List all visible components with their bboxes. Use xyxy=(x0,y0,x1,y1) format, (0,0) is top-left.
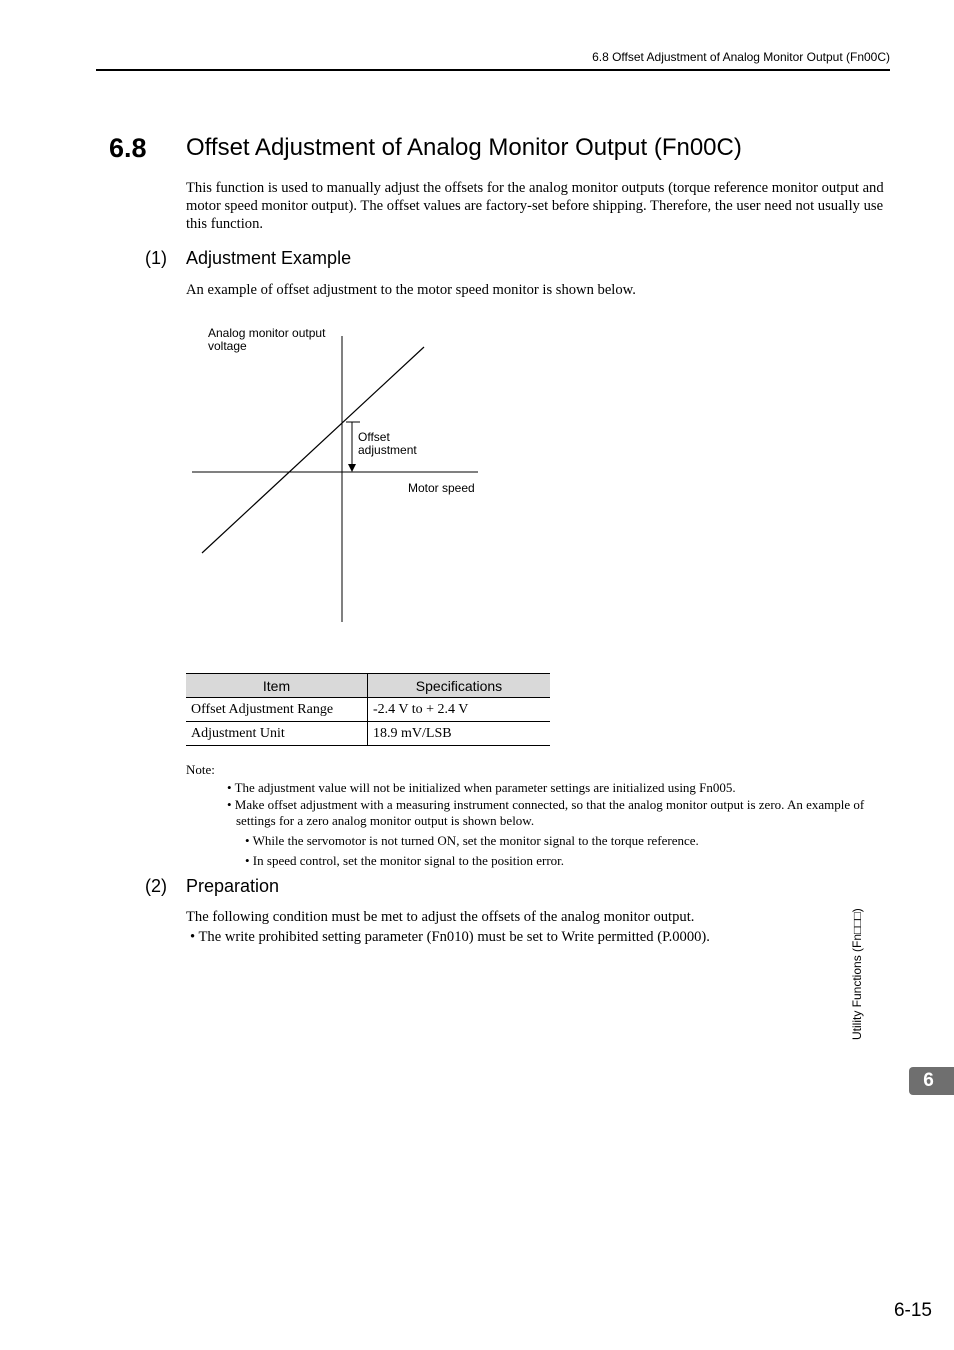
running-header: 6.8 Offset Adjustment of Analog Monitor Output (Fn00C) xyxy=(592,50,890,64)
subsection-1-title: Adjustment Example xyxy=(186,248,352,268)
subsection-2-title: Preparation xyxy=(186,876,280,896)
table-header-specifications: Specifications xyxy=(368,674,551,698)
table-header-row xyxy=(186,674,550,698)
table-cell: Adjustment Unit xyxy=(186,722,368,746)
note-item: • The adjustment value will not be initialized when parameter settings are initialized using Fn005. xyxy=(227,780,736,795)
note-sub-item: • While the servomotor is not turned ON, set the monitor signal to the torque reference. xyxy=(245,833,699,848)
offset-label-line2: adjustment xyxy=(358,443,417,457)
sidebar-chapter-title: Utility Functions (Fn□□□) xyxy=(850,908,864,1040)
subsection-1-text: An example of offset adjustment to the motor speed monitor is shown below. xyxy=(186,282,636,298)
y-axis-label-line2: voltage xyxy=(208,339,247,353)
table-row xyxy=(186,722,550,746)
note-item: • Make offset adjustment with a measuring instrument connected, so that the analog monitor output is zero. An example of settings for a zero analog monitor output is shown below. xyxy=(227,797,865,828)
table-row xyxy=(186,698,550,722)
offset-label xyxy=(358,431,417,457)
subsection-2-text: The following condition must be met to adjust the offsets of the analog monitor output. xyxy=(186,909,695,925)
table-cell: -2.4 V to + 2.4 V xyxy=(368,698,551,722)
table-cell: Offset Adjustment Range xyxy=(186,698,368,722)
spec-table xyxy=(186,673,550,746)
subsection-1-number: (1) xyxy=(145,248,167,268)
table-cell: 18.9 mV/LSB xyxy=(368,722,551,746)
y-axis-label-line1: Analog monitor output xyxy=(208,326,326,340)
note-sub-item: • In speed control, set the monitor signal to the position error. xyxy=(245,853,565,868)
x-axis-label: Motor speed xyxy=(408,481,475,495)
subsection-2-bullet: • The write prohibited setting parameter (Fn010) must be set to Write permitted (P.0000). xyxy=(190,929,710,945)
offset-adjustment-figure xyxy=(180,320,500,630)
chapter-tab: 6 xyxy=(909,1067,954,1095)
offset-arrow-head xyxy=(348,464,356,472)
table-header-item: Item xyxy=(186,674,368,698)
intro-paragraph: This function is used to manually adjust the offsets for the analog monitor outputs (torque reference monitor output and motor speed monitor output). The offset values are factory-set before shipping. Therefore, the user need not usually use this function. xyxy=(186,180,884,232)
y-axis-label xyxy=(208,327,325,353)
section-title: Offset Adjustment of Analog Monitor Output (Fn00C) xyxy=(186,134,742,161)
page-number: 6-15 xyxy=(893,1300,932,1321)
section-number: 6.8 xyxy=(109,133,147,163)
note-label: Note: xyxy=(186,762,215,777)
offset-label-line1: Offset xyxy=(358,430,390,444)
header-rule xyxy=(96,69,890,71)
subsection-2-number: (2) xyxy=(145,876,167,896)
figure-svg xyxy=(180,320,500,630)
